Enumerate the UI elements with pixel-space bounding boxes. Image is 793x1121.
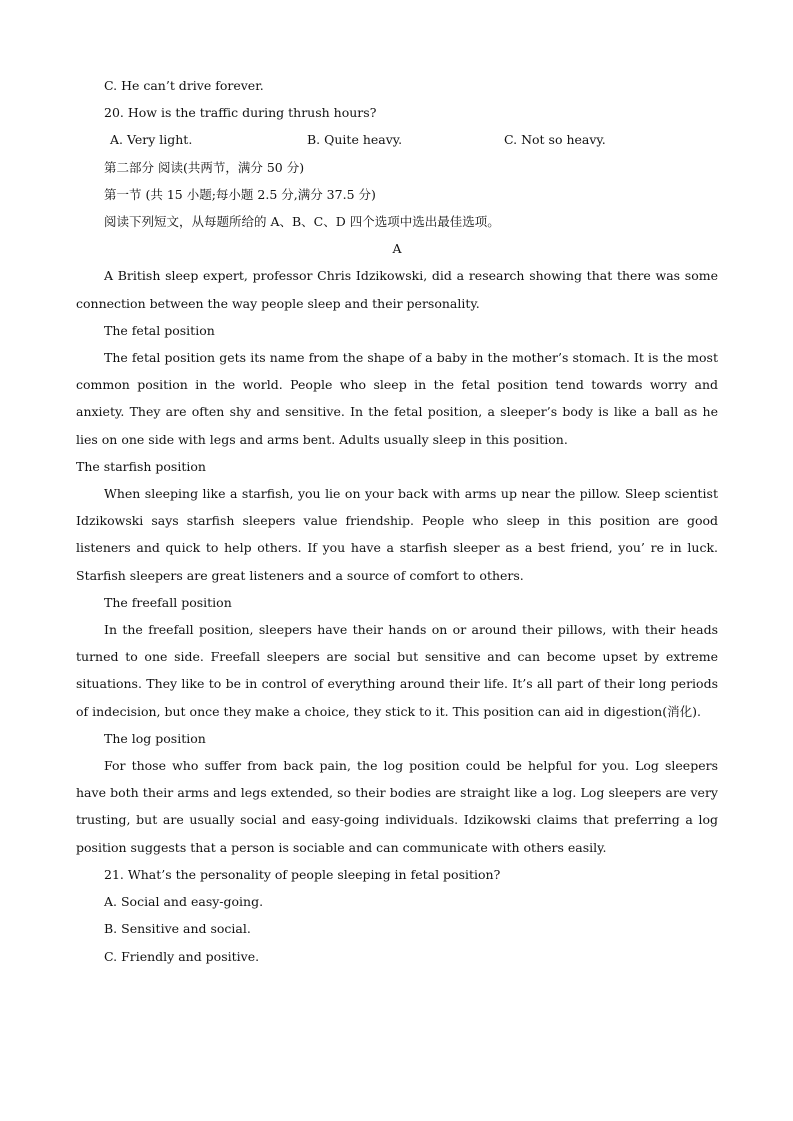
starfish-heading: The starfish position <box>76 458 206 474</box>
freefall-heading: The freefall position <box>104 594 232 610</box>
passage-label: A <box>392 241 402 257</box>
q20-stem: 20. How is the traffic during thrush hours? <box>104 105 377 121</box>
passage-intro: A British sleep expert, professor Chris Idzikowski, did a research showing that there was some connection between the way people sleep and their personality. <box>76 268 718 311</box>
q21-stem: 21. What’s the personality of people sleeping in fetal position? <box>104 866 501 882</box>
document-content <box>76 72 718 970</box>
q21-option-b: B. Sensitive and social. <box>104 921 251 937</box>
log-heading: The log position <box>104 730 206 746</box>
fetal-paragraph: The fetal position gets its name from the shape of a baby in the mother’s stomach. It is the most common position in the world. People who sleep in the fetal position tend towards worry and anxiety. They are often shy and sensitive. In the fetal position, a sleeper’s body is like a ball as he lies on one side with legs and arms bent. Adults usually sleep in this position. <box>76 350 718 447</box>
q20-option-a: A. Very light. <box>110 132 193 148</box>
q21-option-c: C. Friendly and positive. <box>104 948 260 964</box>
log-paragraph: For those who suffer from back pain, the log position could be helpful for you. Log sleepers have both their arms and legs extended, so their bodies are straight like a log. Log sleepers are very trusting, but are usually social and easy-going individuals. Idzikowski claims that preferring a log position suggests that a person is sociable and can communicate with others easily. <box>76 758 718 855</box>
q20-option-b: B. Quite heavy. <box>307 132 403 148</box>
part2-heading: 第二部分 阅读(共两节，满分 50 分) <box>104 159 305 175</box>
section1-heading: 第一节 (共 15 小题;每小题 2.5 分,满分 37.5 分) <box>104 186 376 202</box>
q20-option-c: C. Not so heavy. <box>504 132 606 148</box>
reading-instructions: 阅读下列短文，从每题所给的 A、B、C、D 四个选项中选出最佳选项。 <box>104 214 500 230</box>
q20-options <box>76 126 718 153</box>
q19-option-c: C. He can’t drive forever. <box>104 78 264 93</box>
q21-option-a: A. Social and easy-going. <box>104 894 264 910</box>
fetal-heading: The fetal position <box>104 322 215 338</box>
freefall-paragraph: In the freefall position, sleepers have their hands on or around their pillows, with their heads turned to one side. Freefall sleepers are social but sensitive and can become upset by extreme situations. They like to be in control of everything around their life. It’s all part of their long periods of indecision, but once they make a choice, they stick to it. This position can aid in digestion(消化). <box>76 622 718 719</box>
starfish-paragraph: When sleeping like a starfish, you lie on your back with arms up near the pillow. Sleep scientist Idzikowski says starfish sleepers value friendship. People who sleep in this position are good listeners and quick to help others. If you have a starfish sleeper as a best friend, you’ re in luck. Starfish sleepers are great listeners and a source of comfort to others. <box>76 486 718 583</box>
